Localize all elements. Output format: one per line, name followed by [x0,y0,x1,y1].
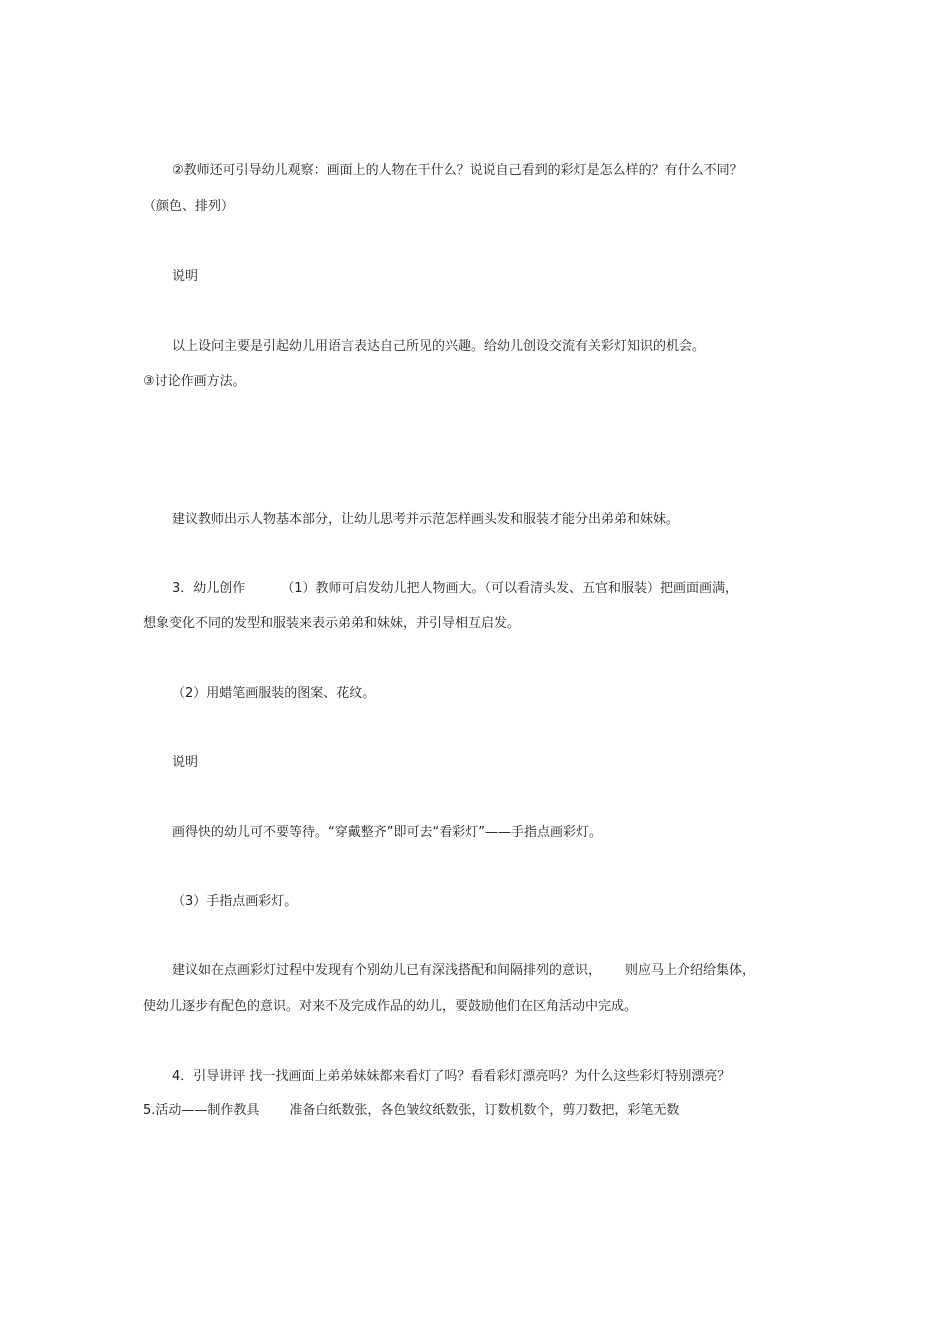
paragraph-discuss-method: ③讨论作画方法。 [143,374,246,389]
paragraph-suggestion-2-continued: 使幼儿逐步有配色的意识。对来不及完成作品的幼儿，要鼓励他们在区角活动中完成。 [143,999,638,1014]
paragraph-observe-note: （颜色、排列） [143,199,235,214]
heading-explanation-1: 说明 [172,269,199,284]
heading-explanation-2: 说明 [172,755,199,770]
paragraph-explanation-1: 以上设问主要是引起幼儿用语言表达自己所见的兴趣。给幼儿创设交流有关彩灯知识的机会。 [172,339,706,354]
suggestion-2-part-1: 建议如在点画彩灯过程中发现有个别幼儿已有深浅搭配和间隔排列的意识， [172,963,602,978]
paragraph-step-3-2: （2）用蜡笔画服装的图案、花纹。 [172,686,376,701]
paragraph-suggestion-1: 建议教师出示人物基本部分，让幼儿思考并示范怎样画头发和服装才能分出弟弟和妹妹。 [172,512,680,527]
paragraph-suggestion-2 [172,962,755,980]
step-5-title: 5.活动——制作教具 [143,1103,260,1118]
paragraph-step-5 [143,1102,679,1120]
paragraph-step-3-continued: 想象变化不同的发型和服装来表示弟弟和妹妹，并引导相互启发。 [143,616,521,631]
step-5-materials: 准备白纸数张，各色皱纹纸数张，订数机数个，剪刀数把，彩笔无数 [289,1103,680,1118]
paragraph-step-4: 4．引导讲评 找一找画面上弟弟妹妹都来看灯了吗？看看彩灯漂亮吗？为什么这些彩灯特别漂亮？ [172,1069,731,1084]
step-3-detail: （1）教师可启发幼儿把人物画大。（可以看清头发、五官和服装）把画面画满， [281,581,739,596]
paragraph-observe-question: ②教师还可引导幼儿观察：画面上的人物在干什么？说说自己看到的彩灯是怎么样的？有什么不同？ [172,163,743,178]
step-3-title: 3．幼儿创作 [172,581,246,596]
suggestion-2-part-2: 则应马上介绍给集体， [625,963,756,978]
paragraph-step-3-3: （3）手指点画彩灯。 [172,894,298,909]
paragraph-step-3 [172,580,738,598]
paragraph-explanation-2: 画得快的幼儿可不要等待。“穿戴整齐”即可去“看彩灯”——手指点画彩灯。 [172,825,602,840]
